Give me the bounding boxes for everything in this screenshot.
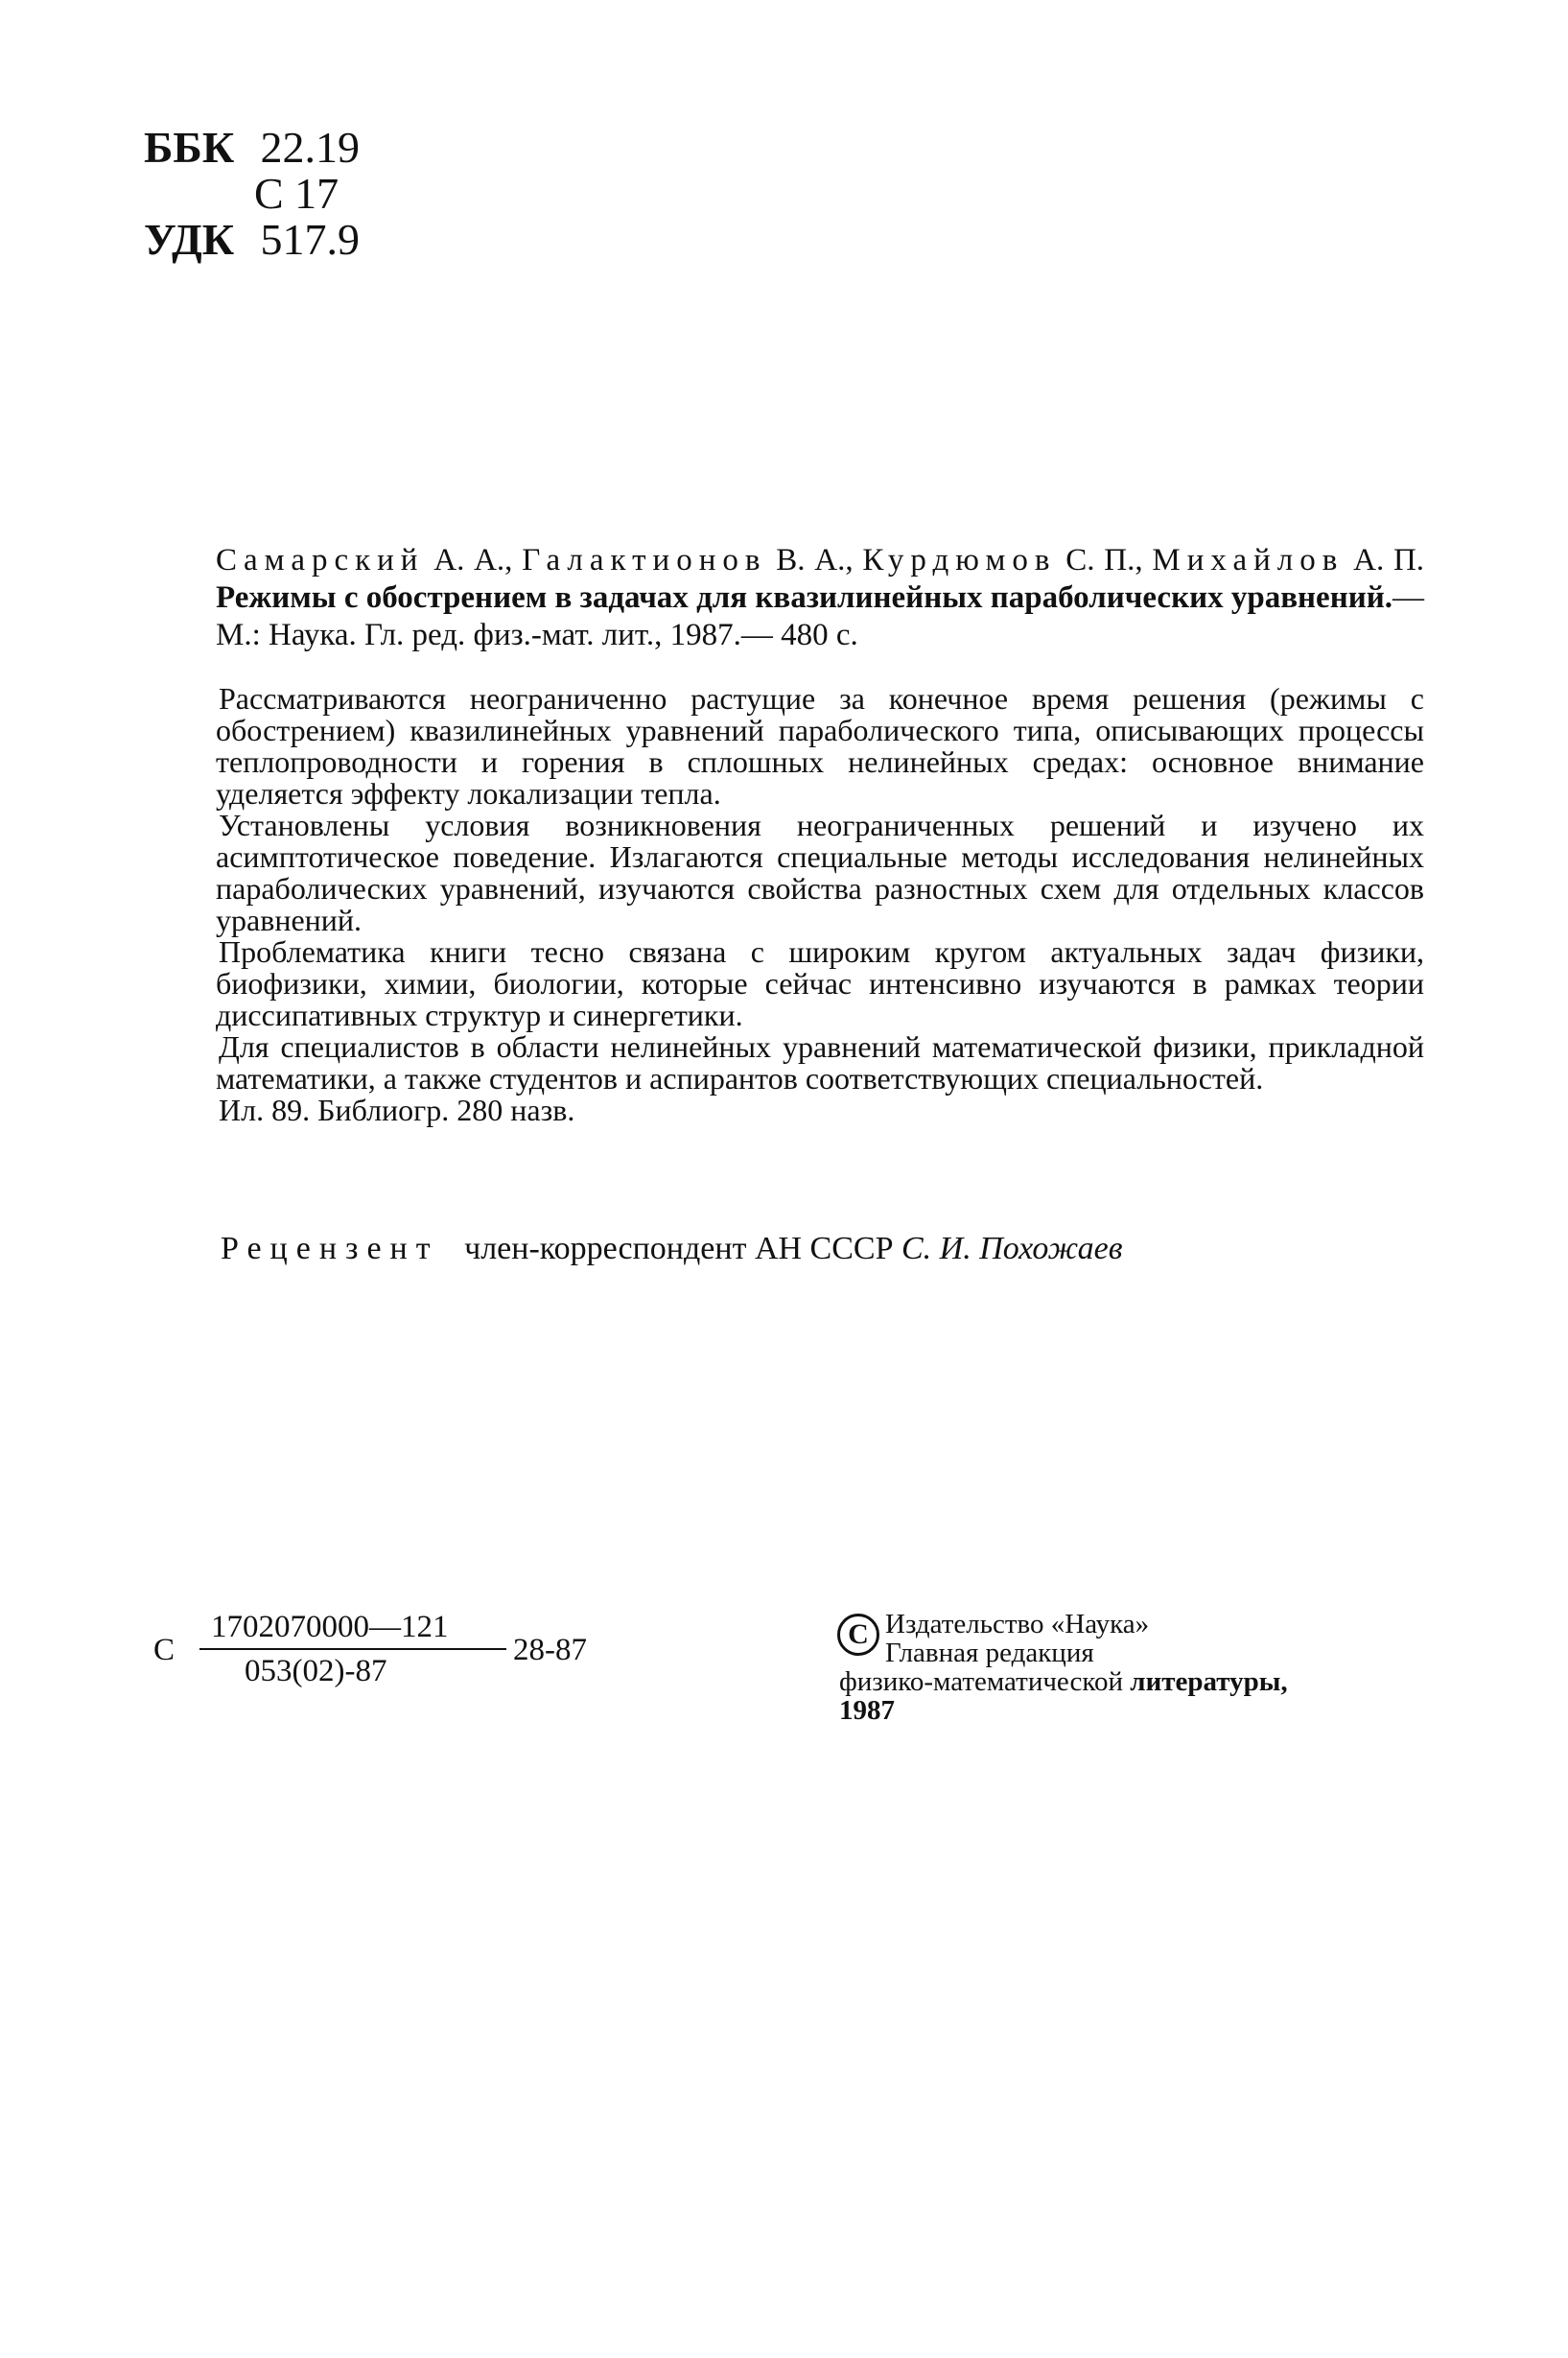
code-letter: С — [153, 1633, 176, 1667]
author-initials: А. А., — [433, 543, 513, 578]
bbk-value: 22.19 — [260, 123, 360, 172]
editorial-office-line — [839, 1667, 1451, 1696]
abstract-paragraph: Рассматриваются неограниченно растущие за конечное время решения (режимы с обострением) квазилинейных уравнений параболического типа, описывающих процессы теплопроводности и горения в сплошных нелинейных средах: основное внимание уделяется эффекту локализации тепла. — [216, 681, 1424, 811]
reviewer-label: Рецензент — [221, 1231, 439, 1266]
author-initials: С. П., — [1065, 543, 1143, 578]
imprint: — М.: Наука. Гл. ред. физ.-мат. лит., 1987.— 480 с. — [216, 580, 1424, 652]
abstract-paragraph: Установлены условия возникновения неограниченных решений и изучено их асимптотическое поведение. Излагаются специальные методы исследования нелинейных параболических уравнений, изучаются свойства разностных схем для отдельных классов уравнений. — [216, 808, 1424, 937]
reviewer-name: С. И. Похожаев — [901, 1231, 1123, 1266]
udk-label: УДК — [144, 215, 235, 264]
author-initials: А. П. — [1353, 543, 1425, 578]
publisher-name: Издательство «Наука» — [885, 1609, 1150, 1639]
copyright-icon: C — [837, 1614, 879, 1656]
author-initials: В. А., — [776, 543, 854, 578]
author-surname: Самарский — [216, 543, 425, 578]
editorial-office-bold: литературы, — [1130, 1666, 1288, 1697]
classification-block — [144, 125, 360, 263]
bbk-label: ББК — [144, 123, 235, 172]
abstract-paragraph: Для специалистов в области нелинейных уравнений математической физики, прикладной математики, а также студентов и аспирантов соответствующих специальностей. — [216, 1029, 1424, 1096]
editorial-office: Главная редакция — [885, 1638, 1094, 1668]
author-surname: Галактионов — [522, 543, 767, 578]
publication-code — [153, 1610, 595, 1715]
book-title: Режимы с обострением в задачах для квазилинейных параболических уравнений. — [216, 580, 1392, 615]
copyright-block — [837, 1610, 1451, 1725]
editorial-office-text: физико-математической — [839, 1666, 1124, 1697]
author-surname: Михайлов — [1152, 543, 1345, 578]
bbk-row — [144, 125, 360, 171]
code-suffix: 28-87 — [513, 1633, 587, 1667]
reviewer-position: член-корреспондент АН СССР — [464, 1231, 894, 1266]
udk-value: 517.9 — [260, 215, 360, 264]
fraction-line — [199, 1648, 506, 1650]
bibliographic-record — [216, 542, 1424, 654]
udk-row — [144, 217, 360, 263]
abstract-paragraph: Проблематика книги тесно связана с широким кругом актуальных задач физики, биофизики, химии, биологии, которые сейчас интенсивно изучаются в рамках теории диссипативных структур и синергетики. — [216, 934, 1424, 1032]
illustrations-bibliography: Ил. 89. Библиогр. 280 назв. — [219, 1093, 575, 1127]
reviewer-line — [221, 1230, 1123, 1268]
copyright-year: 1987 — [839, 1695, 895, 1726]
abstract — [216, 683, 1424, 1126]
code-numerator: 1702070000—121 — [211, 1610, 449, 1644]
author-surname: Курдюмов — [862, 543, 1057, 578]
author-mark: С 17 — [254, 169, 339, 218]
code-denominator: 053(02)-87 — [245, 1654, 387, 1688]
